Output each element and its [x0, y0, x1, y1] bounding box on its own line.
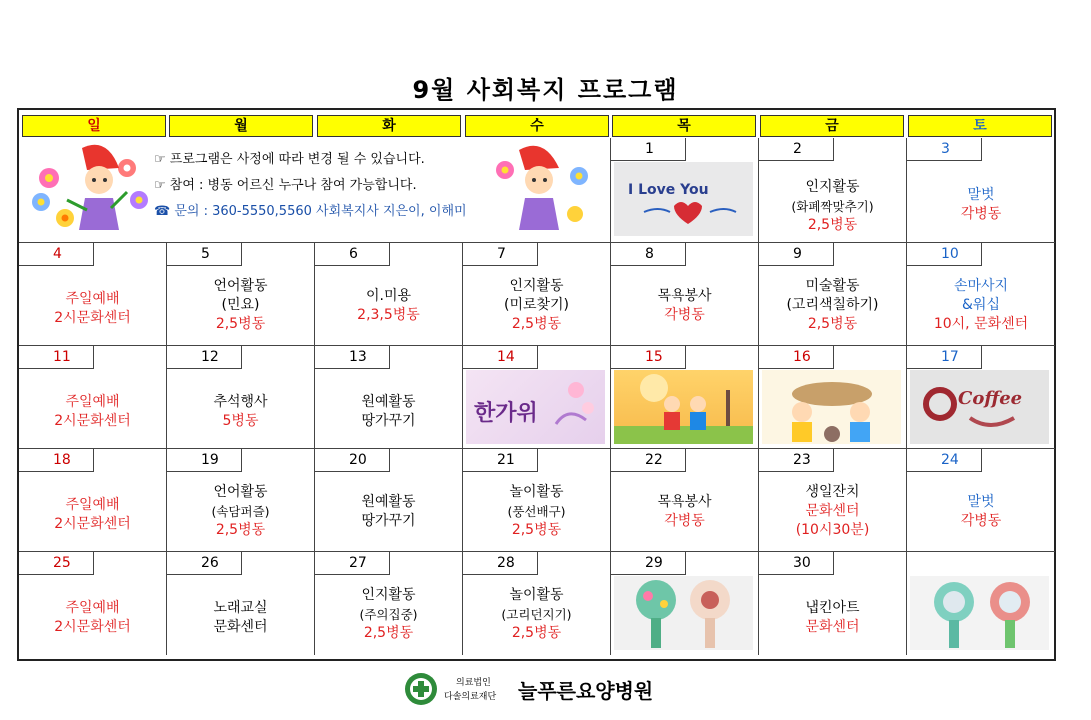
activity: 인지활동 [805, 179, 860, 195]
location: 문화센터 [805, 619, 860, 635]
activity-detail: (미로찾기) [503, 297, 570, 313]
activity: 이.미용 [365, 288, 412, 304]
location: 2시문화센터 [54, 413, 131, 429]
activity: 미술활동 [805, 278, 860, 294]
activity-detail: (화폐짝맞추기) [791, 199, 874, 214]
notice-line-2: ☞ 참여 : 병동 어르신 누구나 참여 가능합니다. [154, 178, 417, 193]
rice-cake-kids-image [762, 370, 901, 444]
activity: 주일예배 [65, 291, 120, 307]
day-number: 12 [167, 346, 242, 369]
day-number: 14 [463, 346, 538, 369]
activity: 원예활동 [361, 494, 416, 510]
day-number: 19 [167, 449, 242, 472]
location: 2시문화센터 [54, 516, 131, 532]
activity: 주일예배 [65, 497, 120, 513]
day-cell-18 [19, 449, 167, 552]
day-cell-27 [315, 552, 463, 655]
day-cell-12 [167, 346, 315, 449]
day-cell-23 [759, 449, 907, 552]
day-number: 3 [907, 138, 982, 161]
day-cell-9 [759, 243, 907, 346]
hospital-name: 늘푸른요양병원 [518, 679, 654, 703]
day-cell-25 [19, 552, 167, 655]
day-number: 8 [611, 243, 686, 266]
weekday-header-tue: 화 [317, 115, 461, 137]
mirror-craft-image [910, 576, 1049, 650]
activity: 원예활동 [361, 394, 416, 410]
weekday-header-sun: 일 [22, 115, 166, 137]
notice-line-3: ☎ 문의 : 360-5550,5560 사회복지사 지은이, 이해미 [154, 204, 467, 219]
location: 2,5병동 [511, 522, 562, 538]
weekday-header-mon: 월 [169, 115, 313, 137]
location: 각병동 [960, 206, 1002, 222]
location: 2시문화센터 [54, 619, 131, 635]
day-number: 9 [759, 243, 834, 266]
day-cell-10 [907, 243, 1055, 346]
day-cell-24 [907, 449, 1055, 552]
day-cell-6 [315, 243, 463, 346]
svg-text:I Love You: I Love You [628, 182, 709, 198]
location: 문화센터 [805, 503, 860, 519]
day-number: 4 [19, 243, 94, 266]
flower-girl-illustration [27, 140, 152, 238]
location: 2,3,5병동 [357, 307, 420, 323]
day-number: 7 [463, 243, 538, 266]
day-number: 24 [907, 449, 982, 472]
day-number: 21 [463, 449, 538, 472]
location: 10시, 문화센터 [933, 316, 1029, 332]
weekday-header-wed: 수 [465, 115, 609, 137]
day-number: 27 [315, 552, 390, 575]
day-number: 25 [19, 552, 94, 575]
day-cell-3 [907, 138, 1055, 243]
location: 2,5병동 [215, 522, 266, 538]
activity: 주일예배 [65, 600, 120, 616]
location: 각병동 [664, 307, 705, 323]
activity: 인지활동 [509, 278, 564, 294]
activity: 말벗 [967, 187, 995, 203]
activity: 목욕봉사 [657, 288, 712, 304]
location: 2,5병동 [807, 316, 858, 332]
day-cell-13 [315, 346, 463, 449]
day-cell-11 [19, 346, 167, 449]
activity: 주일예배 [65, 394, 120, 410]
day-cell-28 [463, 552, 611, 655]
day-number: 26 [167, 552, 242, 575]
day-number: 29 [611, 552, 686, 575]
time: (10시30분) [795, 522, 870, 538]
activity-detail: (풍선배구) [507, 504, 566, 519]
activity-detail: (속담퍼즐) [211, 504, 270, 519]
hand-mirror-craft-image [614, 576, 753, 650]
day-cell-4 [19, 243, 167, 346]
day-cell-7 [463, 243, 611, 346]
activity-detail: (고리던지기) [501, 607, 572, 622]
coffee-craft-image [910, 370, 1049, 444]
activity: 말벗 [967, 494, 995, 510]
day-number: 17 [907, 346, 982, 369]
day-cell-29 [611, 552, 759, 655]
location: 2,5병동 [215, 316, 266, 332]
location: 2시문화센터 [54, 310, 131, 326]
day-number: 28 [463, 552, 538, 575]
day-cell-5 [167, 243, 315, 346]
day-cell-19 [167, 449, 315, 552]
chuseok-kids-image [614, 370, 753, 444]
day-number: 18 [19, 449, 94, 472]
org-line-1: 의료법인 [456, 678, 491, 688]
day-cell-8 [611, 243, 759, 346]
page-title: 9월 사회복지 프로그램 [412, 76, 679, 104]
notice-cell [19, 138, 611, 243]
calendar [17, 108, 1056, 661]
activity-detail: (민요) [221, 297, 260, 313]
day-cell-14 [463, 346, 611, 449]
notice-line-1: ☞ 프로그램은 사정에 따라 변경 될 수 있습니다. [154, 152, 425, 167]
activity-detail: &워십 [962, 297, 1000, 313]
activity: 노래교실 [213, 600, 268, 616]
svg-text:한가위: 한가위 [474, 400, 538, 426]
i-love-you-image [614, 162, 753, 236]
day-cell-16 [759, 346, 907, 449]
day-number: 20 [315, 449, 390, 472]
activity-detail: (고리색칠하기) [786, 297, 879, 313]
empty-cell-with-image [907, 552, 1055, 655]
activity: 언어활동 [213, 278, 268, 294]
day-cell-22 [611, 449, 759, 552]
activity: 손마사지 [953, 278, 1009, 294]
hospital-logo-icon [404, 672, 438, 706]
activity-detail: 땅가꾸기 [361, 413, 416, 429]
day-number: 2 [759, 138, 834, 161]
org-line-2: 다솔의료재단 [444, 692, 497, 702]
day-cell-1 [611, 138, 759, 243]
day-number: 30 [759, 552, 834, 575]
activity: 목욕봉사 [657, 494, 712, 510]
weekday-header-sat: 토 [908, 115, 1052, 137]
location: 각병동 [664, 513, 705, 529]
activity: 추석행사 [213, 394, 268, 410]
weekday-header-fri: 금 [760, 115, 904, 137]
activity: 언어활동 [213, 484, 268, 500]
hangawi-image [466, 370, 605, 444]
location: 문화센터 [213, 619, 268, 635]
day-cell-21 [463, 449, 611, 552]
day-cell-26 [167, 552, 315, 655]
location: 각병동 [960, 513, 1002, 529]
activity: 생일잔치 [805, 484, 860, 500]
day-cell-20 [315, 449, 463, 552]
day-cell-30 [759, 552, 907, 655]
day-number: 11 [19, 346, 94, 369]
day-cell-2 [759, 138, 907, 243]
day-number: 5 [167, 243, 242, 266]
day-number: 6 [315, 243, 390, 266]
activity-detail: 땅가꾸기 [361, 513, 416, 529]
day-cell-15 [611, 346, 759, 449]
location: 2,5병동 [511, 625, 562, 641]
activity: 놀이활동 [509, 587, 564, 603]
day-number: 16 [759, 346, 834, 369]
day-number: 22 [611, 449, 686, 472]
activity: 인지활동 [361, 587, 416, 603]
activity-detail: (주의집중) [359, 607, 418, 622]
day-cell-17 [907, 346, 1055, 449]
day-number: 10 [907, 243, 982, 266]
svg-text:Coffee: Coffee [958, 388, 1023, 409]
day-number: 13 [315, 346, 390, 369]
day-number: 1 [611, 138, 686, 161]
day-number: 15 [611, 346, 686, 369]
flower-girl-illustration-right [489, 140, 594, 238]
weekday-header-thu: 목 [612, 115, 756, 137]
location: 5병동 [222, 413, 259, 429]
day-number: 23 [759, 449, 834, 472]
location: 2,5병동 [511, 316, 562, 332]
activity: 놀이활동 [509, 484, 564, 500]
activity: 냅킨아트 [805, 600, 860, 616]
location: 2,5병동 [363, 625, 414, 641]
location: 2,5병동 [807, 217, 858, 233]
